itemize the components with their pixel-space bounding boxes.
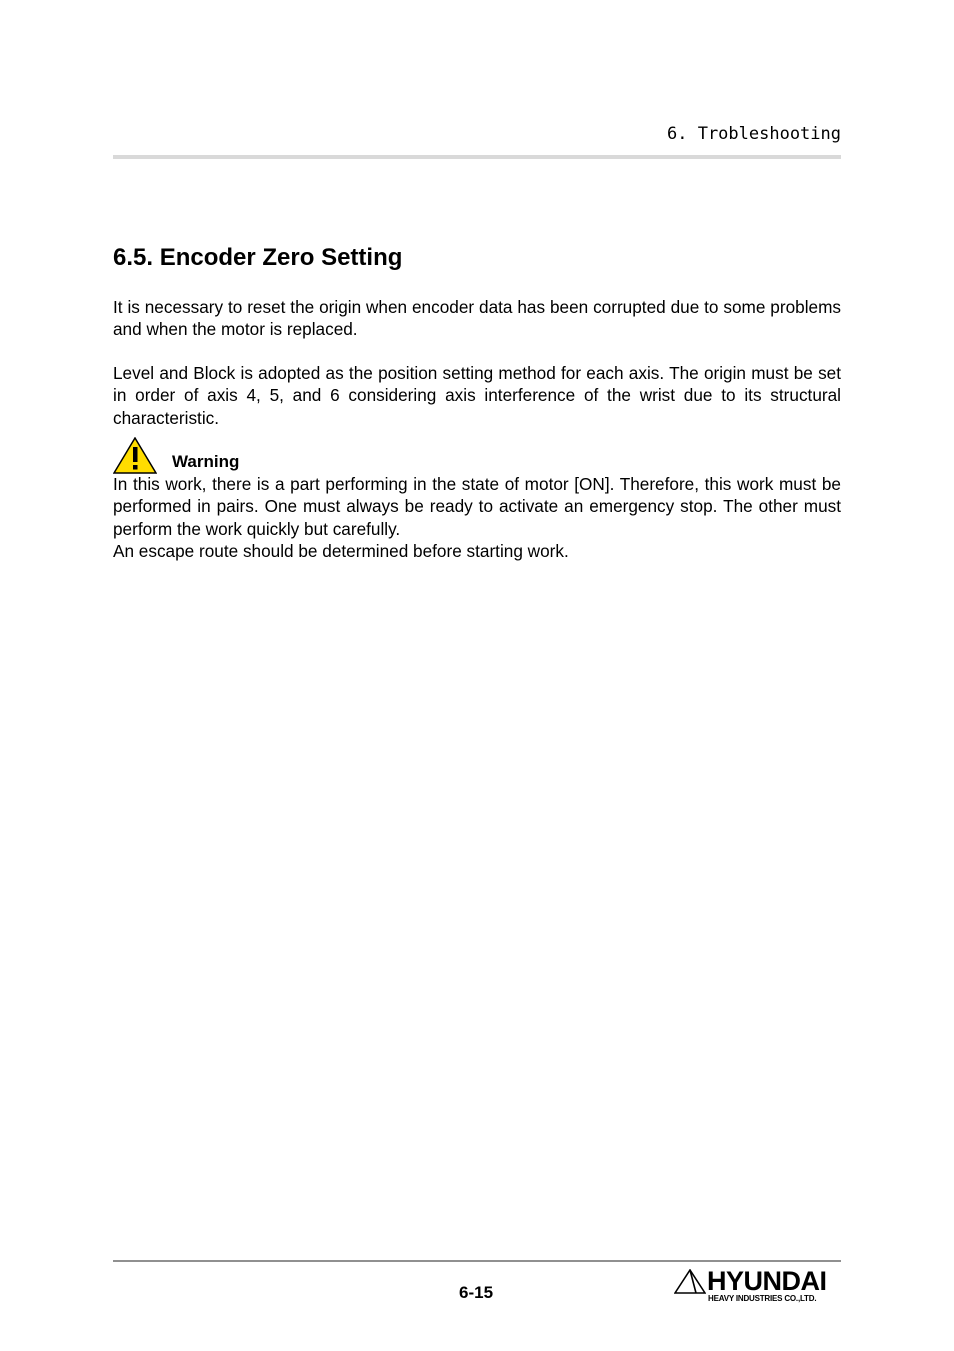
- warning-triangle-icon: [113, 437, 157, 474]
- section-title: 6.5. Encoder Zero Setting: [113, 244, 403, 271]
- warning-text-escape: An escape route should be determined before starting work.: [113, 540, 569, 561]
- logo-wordmark: HYUNDAI: [707, 1266, 827, 1296]
- warning-label: Warning: [172, 452, 240, 471]
- paragraph-method: Level and Block is adopted as the position setting method for each axis. The origin must be set in order of axis 4, 5, and 6 considering axis interference of the wrist due to its structural characteristic.: [113, 363, 841, 428]
- hyundai-mark-icon: [674, 1269, 706, 1294]
- warning-text-body: In this work, there is a part performing in the state of motor [ON]. Therefore, this work must be performed in pairs. One must always be ready to activate an emergency stop. The other must perform the work quickly but carefully.: [113, 474, 841, 539]
- hyundai-logo: [674, 1266, 844, 1306]
- footer-divider: [113, 1260, 841, 1262]
- page-number: 6-15: [459, 1283, 494, 1302]
- header-divider: [113, 155, 841, 159]
- warning-text: [113, 473, 841, 562]
- paragraph-intro: It is necessary to reset the origin when encoder data has been corrupted due to some problems and when the motor is replaced.: [113, 297, 841, 340]
- running-header: 6. Trobleshooting: [667, 124, 841, 144]
- logo-subtitle: HEAVY INDUSTRIES CO.,LTD.: [708, 1294, 817, 1303]
